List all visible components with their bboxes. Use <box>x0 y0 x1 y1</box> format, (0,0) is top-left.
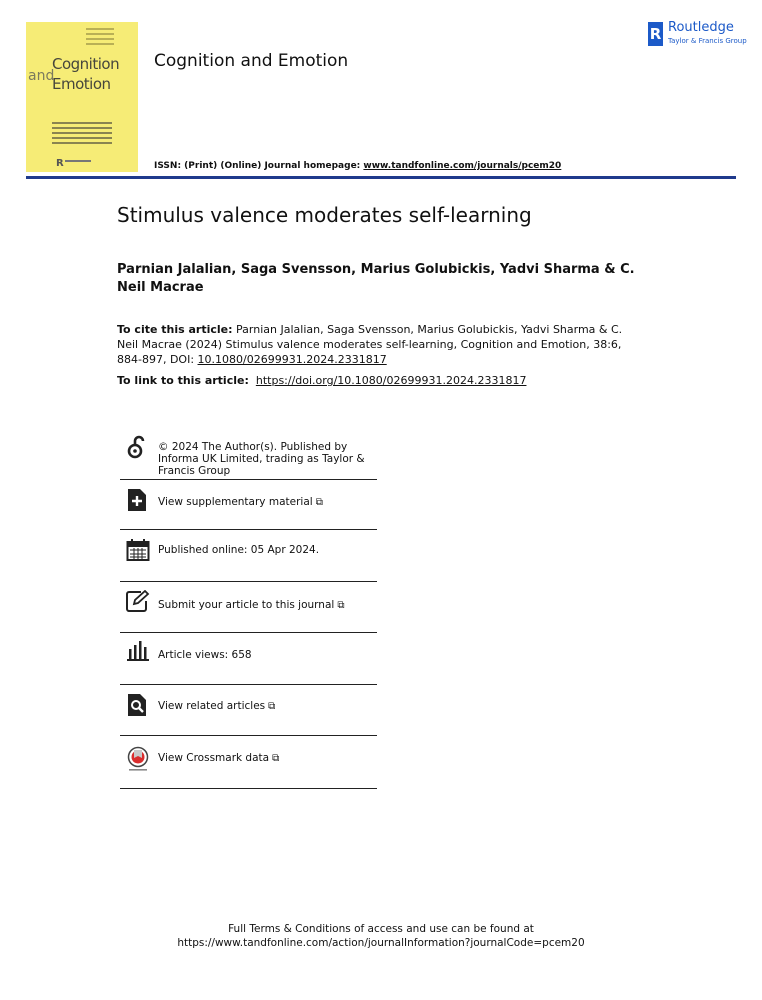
info-item-text[interactable]: View related articles <box>158 700 266 712</box>
footer-terms <box>0 922 762 950</box>
publisher-group: Taylor & Francis Group <box>668 37 747 45</box>
cover-routledge-icon: R <box>56 158 64 169</box>
cite-doi-link[interactable]: 10.1080/02699931.2024.2331817 <box>197 353 387 366</box>
article-link-line <box>117 374 526 387</box>
bar-chart-icon <box>126 639 150 663</box>
issn-line <box>154 161 561 171</box>
external-link-icon: ⧉ <box>315 497 323 508</box>
journal-title: Cognition and Emotion <box>154 51 349 71</box>
related-search-icon <box>126 693 150 717</box>
submit-edit-icon <box>126 590 150 614</box>
journal-homepage-link[interactable]: www.tandfonline.com/journals/pcem20 <box>363 161 562 171</box>
open-access-icon <box>126 434 150 458</box>
info-item-text: Article views: 658 <box>158 649 252 661</box>
cover-editors-lines <box>52 122 112 147</box>
routledge-logo-icon: R <box>648 22 663 46</box>
calendar-icon <box>126 538 150 562</box>
publisher-logo <box>648 20 748 50</box>
external-link-icon: ⧉ <box>272 753 280 764</box>
external-link-icon: ⧉ <box>268 701 276 712</box>
cover-title-and: and <box>28 68 55 84</box>
supplementary-icon <box>126 488 150 512</box>
crossmark-icon <box>126 746 150 770</box>
info-item-supplementary[interactable] <box>120 480 378 530</box>
article-title: Stimulus valence moderates self-learning <box>117 203 532 227</box>
info-item-text[interactable]: View supplementary material <box>158 496 313 508</box>
info-item-text[interactable]: View Crossmark data <box>158 752 270 764</box>
footer-line-1: Full Terms & Conditions of access and use can be found at <box>228 923 534 935</box>
cover-masthead-lines <box>86 28 114 50</box>
journal-cover <box>26 22 138 172</box>
info-item-views <box>120 633 378 685</box>
info-item-submit[interactable] <box>120 582 378 633</box>
cite-label: To cite this article: <box>117 323 233 336</box>
issn-text: ISSN: (Print) (Online) Journal homepage: <box>154 161 364 171</box>
info-item-text[interactable]: Submit your article to this journal <box>158 599 335 611</box>
external-link-icon: ⧉ <box>337 600 345 611</box>
info-item-open-access <box>120 430 378 480</box>
info-item-published <box>120 530 378 582</box>
link-label: To link to this article: <box>117 374 249 387</box>
article-authors: Parnian Jalalian, Saga Svensson, Marius Golubickis, Yadvi Sharma & C. Neil Macrae <box>117 262 635 295</box>
info-item-text: © 2024 The Author(s). Published by Informa UK Limited, trading as Taylor & Francis Group <box>158 441 365 477</box>
cite-text: Parnian Jalalian, Saga Svensson, Marius Golubickis, Yadvi Sharma & C. Neil Macrae (2024) Stimulus valence moderates self-learning, Cognition and Emotion, 38:6, 884-897, DOI: <box>117 323 623 366</box>
info-item-related[interactable] <box>120 685 378 736</box>
header-divider <box>26 176 736 179</box>
publisher-name: Routledge <box>668 20 734 35</box>
cover-title-cognition: Cognition <box>52 55 120 73</box>
citation-block <box>117 322 627 367</box>
info-item-crossmark[interactable] <box>120 736 378 789</box>
info-item-text: Published online: 05 Apr 2024. <box>158 544 320 556</box>
footer-terms-link[interactable]: https://www.tandfonline.com/action/journalInformation?journalCode=pcem20 <box>177 937 585 949</box>
article-doi-link[interactable]: https://doi.org/10.1080/02699931.2024.2331817 <box>255 374 527 387</box>
cover-title-emotion: Emotion <box>52 75 111 93</box>
